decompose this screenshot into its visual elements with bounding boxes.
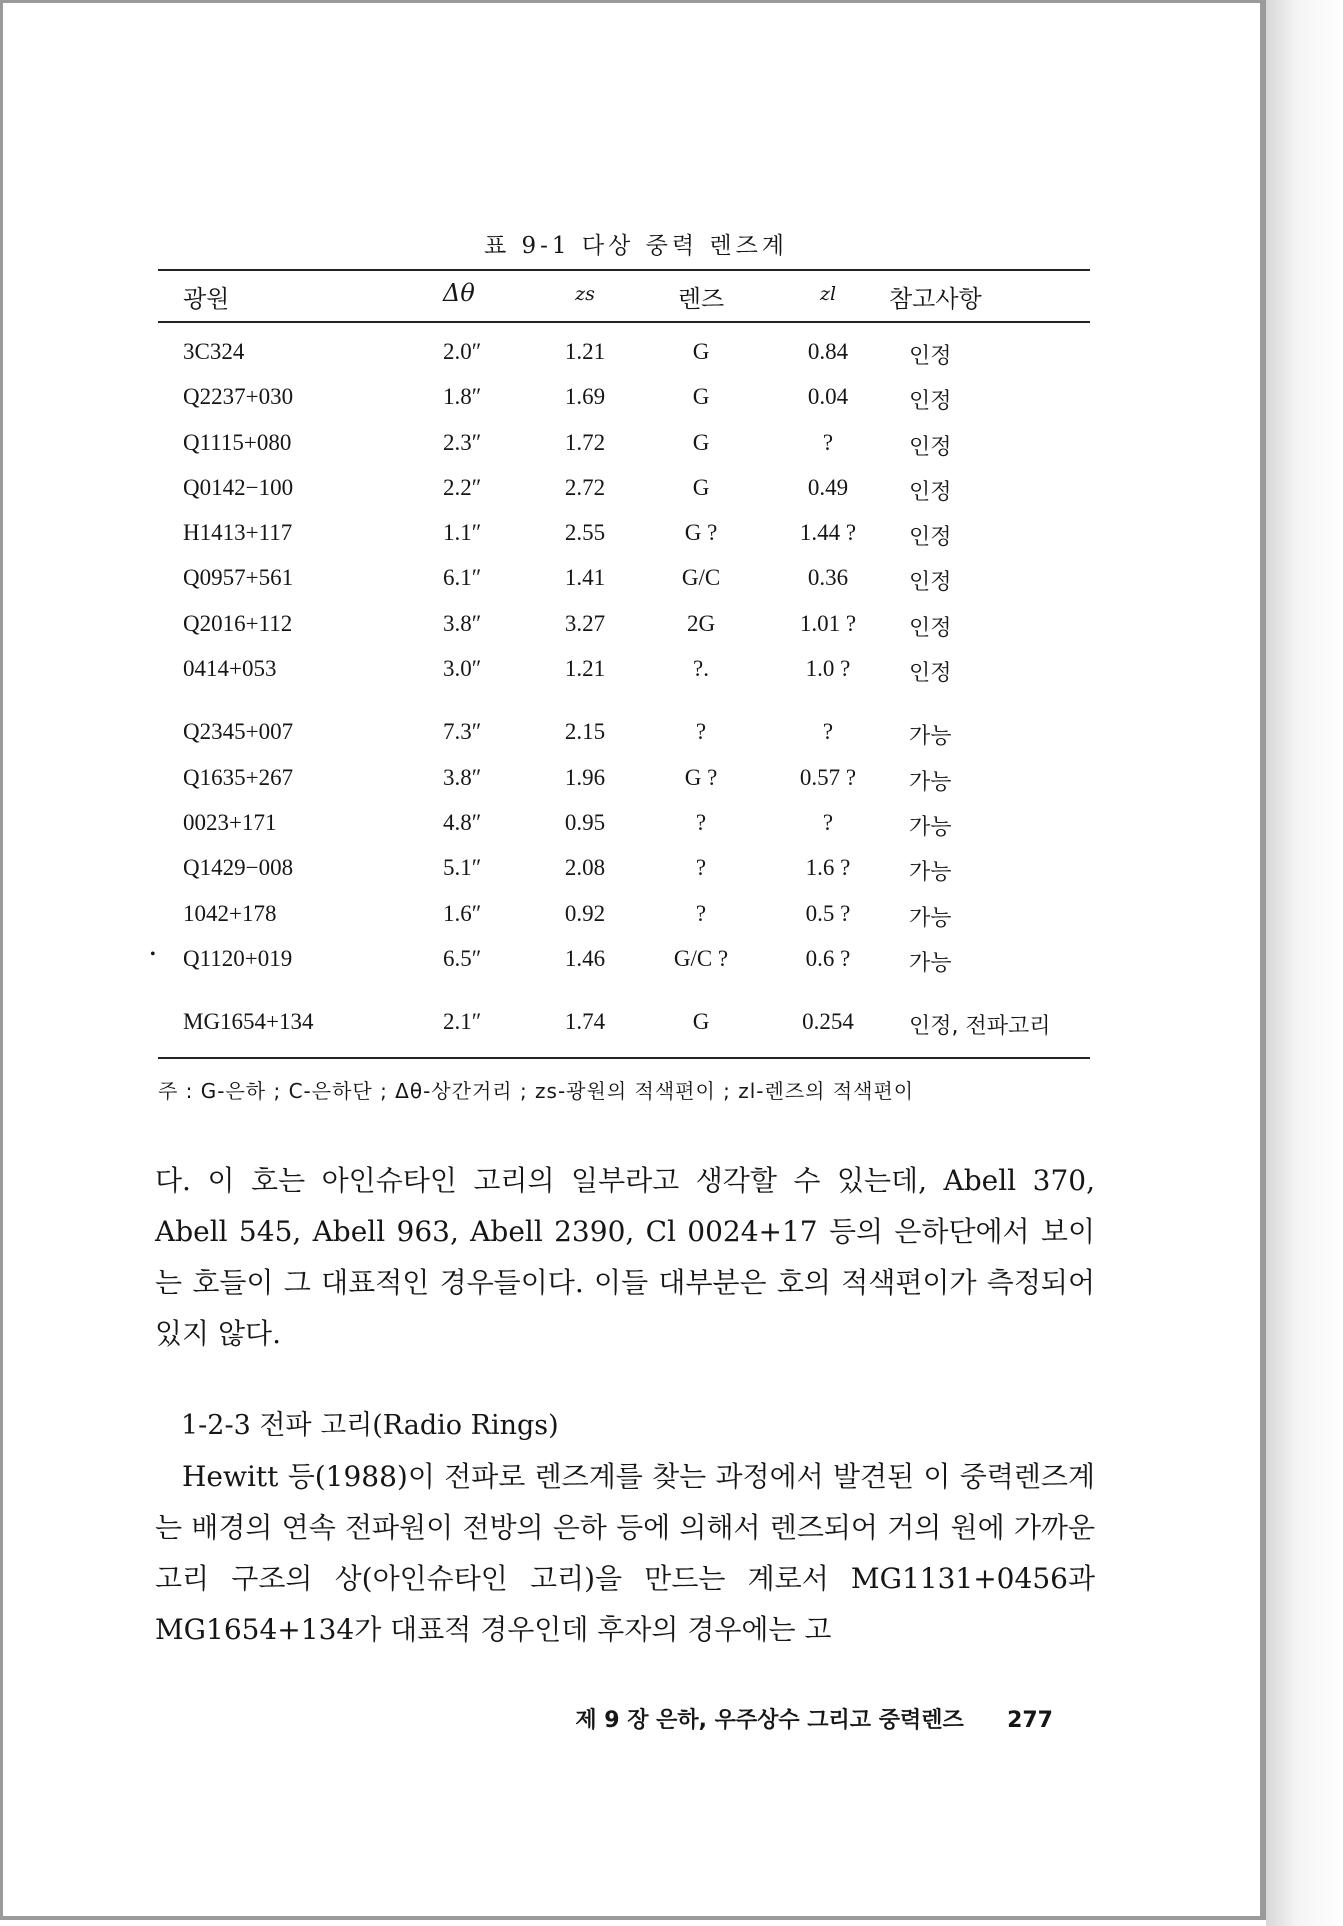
cell-zs: 1.41 <box>564 565 606 591</box>
cell-delta-theta: 2.2″ <box>443 474 482 500</box>
cell-zs: 1.21 <box>564 656 606 682</box>
cell-delta-theta: 2.3″ <box>443 429 482 455</box>
cell-source: 1042+178 <box>183 900 277 926</box>
stray-mark: • <box>150 945 156 963</box>
cell-zl: ? <box>822 719 834 745</box>
cell-note: 인정 <box>909 434 952 460</box>
cell-delta-theta: 1.6″ <box>443 900 482 926</box>
table-row <box>3 605 1269 650</box>
cell-lens: G/C ? <box>673 945 729 971</box>
body-paragraph-1: 다. 이 호는 아인슈타인 고리의 일부라고 생각할 수 있는데, Abell 370, Abell 545, Abell 963, Abell 2390, Cl 0024+17 등의 은하단에서 보이는 호들이 그 대표적인 경우들이다. 이들 대부분은 호의 적색편이가 측정되어 있지 않다. <box>155 1164 1095 1350</box>
cell-delta-theta: 6.1″ <box>443 565 482 591</box>
cell-zs: 2.15 <box>564 719 606 745</box>
cell-delta-theta: 1.1″ <box>443 520 482 546</box>
cell-lens: ? <box>695 855 707 881</box>
cell-zs: 2.08 <box>564 855 606 881</box>
cell-zl: ? <box>822 429 834 455</box>
header-delta-theta: Δθ <box>443 279 475 307</box>
cell-delta-theta: 3.0″ <box>443 656 482 682</box>
cell-source: Q2345+007 <box>183 719 294 745</box>
cell-note: 인정, 전파고리 <box>909 1014 1051 1040</box>
table-row <box>3 759 1269 804</box>
cell-zs: 1.21 <box>564 339 606 364</box>
cell-zs: 2.72 <box>564 474 606 500</box>
running-title: 제 9 장 은하, 우주상수 그리고 중력렌즈 <box>575 1708 964 1733</box>
header-zl: zl <box>819 283 837 305</box>
header-note: 참고사항 <box>889 285 982 313</box>
cell-delta-theta: 3.8″ <box>443 610 482 636</box>
cell-source: Q0142−100 <box>183 474 294 500</box>
cell-note: 인정 <box>909 525 952 551</box>
table-header-rule <box>158 321 1090 323</box>
cell-note: 가능 <box>909 724 952 750</box>
cell-delta-theta: 5.1″ <box>443 855 482 881</box>
cell-zl: 0.84 <box>807 339 849 364</box>
cell-zs: 1.74 <box>564 1009 606 1035</box>
cell-zl: ? <box>822 809 834 835</box>
cell-lens: G <box>692 1009 710 1035</box>
cell-source: H1413+117 <box>183 520 293 546</box>
table-row <box>3 424 1269 469</box>
table-bottom-rule <box>158 1057 1090 1059</box>
cell-zs: 1.96 <box>564 764 606 790</box>
table-row <box>3 1003 1269 1048</box>
cell-lens: 2G <box>686 610 716 636</box>
cell-lens: G/C <box>681 565 721 591</box>
cell-source: Q2237+030 <box>183 384 294 410</box>
cell-lens: ? <box>695 809 707 835</box>
page-edge-shadow <box>1266 0 1343 1926</box>
cell-note: 인정 <box>909 389 952 415</box>
cell-zl: 0.254 <box>802 1009 854 1035</box>
cell-delta-theta: 6.5″ <box>443 945 482 971</box>
table-row <box>3 895 1269 940</box>
body-paragraph-2: Hewitt 등(1988)이 전파로 렌즈계를 찾는 과정에서 발견된 이 중력렌즈계는 배경의 연속 전파원이 전방의 은하 등에 의해서 렌즈되어 거의 원에 가까운 고리 구조의 상(아인슈타인 고리)을 만드는 계로서 MG1131+0456과 MG1654+134가 대표적 경우인데 후자의 경우에는 고 <box>155 1460 1095 1646</box>
cell-note: 가능 <box>909 905 952 931</box>
cell-note: 가능 <box>909 814 952 840</box>
cell-lens: G ? <box>684 520 718 546</box>
header-lens: 렌즈 <box>677 285 725 313</box>
cell-zs: 2.55 <box>564 520 606 546</box>
cell-delta-theta: 3.8″ <box>443 764 482 790</box>
cell-lens: G <box>692 384 710 410</box>
cell-note: 인정 <box>909 661 952 687</box>
cell-lens: ? <box>695 719 707 745</box>
cell-zs: 1.69 <box>564 384 606 410</box>
cell-zs: 0.92 <box>564 900 606 926</box>
cell-zl: 1.6 ? <box>805 855 851 881</box>
table-row <box>3 804 1269 849</box>
cell-delta-theta: 7.3″ <box>443 719 482 745</box>
cell-source: 0414+053 <box>183 656 277 682</box>
cell-delta-theta: 2.1″ <box>443 1009 482 1035</box>
page-footer <box>3 1703 1053 1734</box>
cell-delta-theta: 1.8″ <box>443 384 482 410</box>
table-row <box>3 940 1269 985</box>
cell-delta-theta: 2.0″ <box>443 339 482 364</box>
cell-source: 0023+171 <box>183 809 277 835</box>
cell-note: 가능 <box>909 860 952 886</box>
section-heading: 1-2-3 전파 고리(Radio Rings) <box>181 1410 559 1441</box>
cell-zs: 3.27 <box>564 610 606 636</box>
cell-zs: 1.46 <box>564 945 606 971</box>
cell-note: 인정 <box>909 479 952 505</box>
cell-source: Q1115+080 <box>183 429 292 455</box>
cell-note: 가능 <box>909 769 952 795</box>
cell-lens: G <box>692 474 710 500</box>
table-row <box>3 650 1269 695</box>
table-caption: 표 9-1 다상 중력 렌즈계 <box>483 233 789 259</box>
cell-zl: 0.6 ? <box>805 945 851 971</box>
cell-zl: 0.04 <box>807 384 849 410</box>
cell-note: 인정 <box>909 344 952 369</box>
table-top-rule <box>158 269 1090 271</box>
cell-lens: G <box>692 429 710 455</box>
table-row <box>3 333 1269 378</box>
page-number: 277 <box>1007 1708 1053 1733</box>
cell-zs: 0.95 <box>564 809 606 835</box>
cell-delta-theta: 4.8″ <box>443 809 482 835</box>
cell-source: Q0957+561 <box>183 565 294 591</box>
cell-zl: 0.57 ? <box>799 764 857 790</box>
table-row <box>3 514 1269 559</box>
cell-zl: 0.49 <box>807 474 849 500</box>
cell-zl: 1.01 ? <box>799 610 857 636</box>
cell-lens: ? <box>695 900 707 926</box>
header-zs: zs <box>575 283 595 305</box>
table-row <box>3 469 1269 514</box>
cell-lens: ?. <box>693 656 709 682</box>
cell-note: 가능 <box>909 950 952 976</box>
cell-zl: 1.44 ? <box>799 520 857 546</box>
cell-lens: G <box>692 339 710 364</box>
cell-lens: G ? <box>684 764 718 790</box>
header-source: 광원 <box>183 285 230 313</box>
table-row <box>3 378 1269 423</box>
table-body <box>3 333 1269 1048</box>
table-header <box>3 279 1269 315</box>
cell-zl: 0.36 <box>807 565 849 591</box>
cell-source: Q1429−008 <box>183 855 294 881</box>
cell-source: 3C324 <box>183 339 245 364</box>
cell-zl: 0.5 ? <box>805 900 851 926</box>
cell-zs: 1.72 <box>564 429 606 455</box>
table-row <box>3 713 1269 758</box>
table-row <box>3 849 1269 894</box>
table-footnote: 주 : G-은하 ; C-은하단 ; Δθ-상간거리 ; zs-광원의 적색편이 ; zl-렌즈의 적색편이 <box>158 1079 915 1103</box>
cell-note: 인정 <box>909 570 952 596</box>
cell-source: Q2016+112 <box>183 610 293 636</box>
cell-source: Q1635+267 <box>183 764 294 790</box>
cell-note: 인정 <box>909 615 952 641</box>
cell-source: MG1654+134 <box>183 1009 314 1035</box>
cell-source: Q1120+019 <box>183 945 293 971</box>
table-row <box>3 559 1269 604</box>
cell-zl: 1.0 ? <box>805 656 851 682</box>
